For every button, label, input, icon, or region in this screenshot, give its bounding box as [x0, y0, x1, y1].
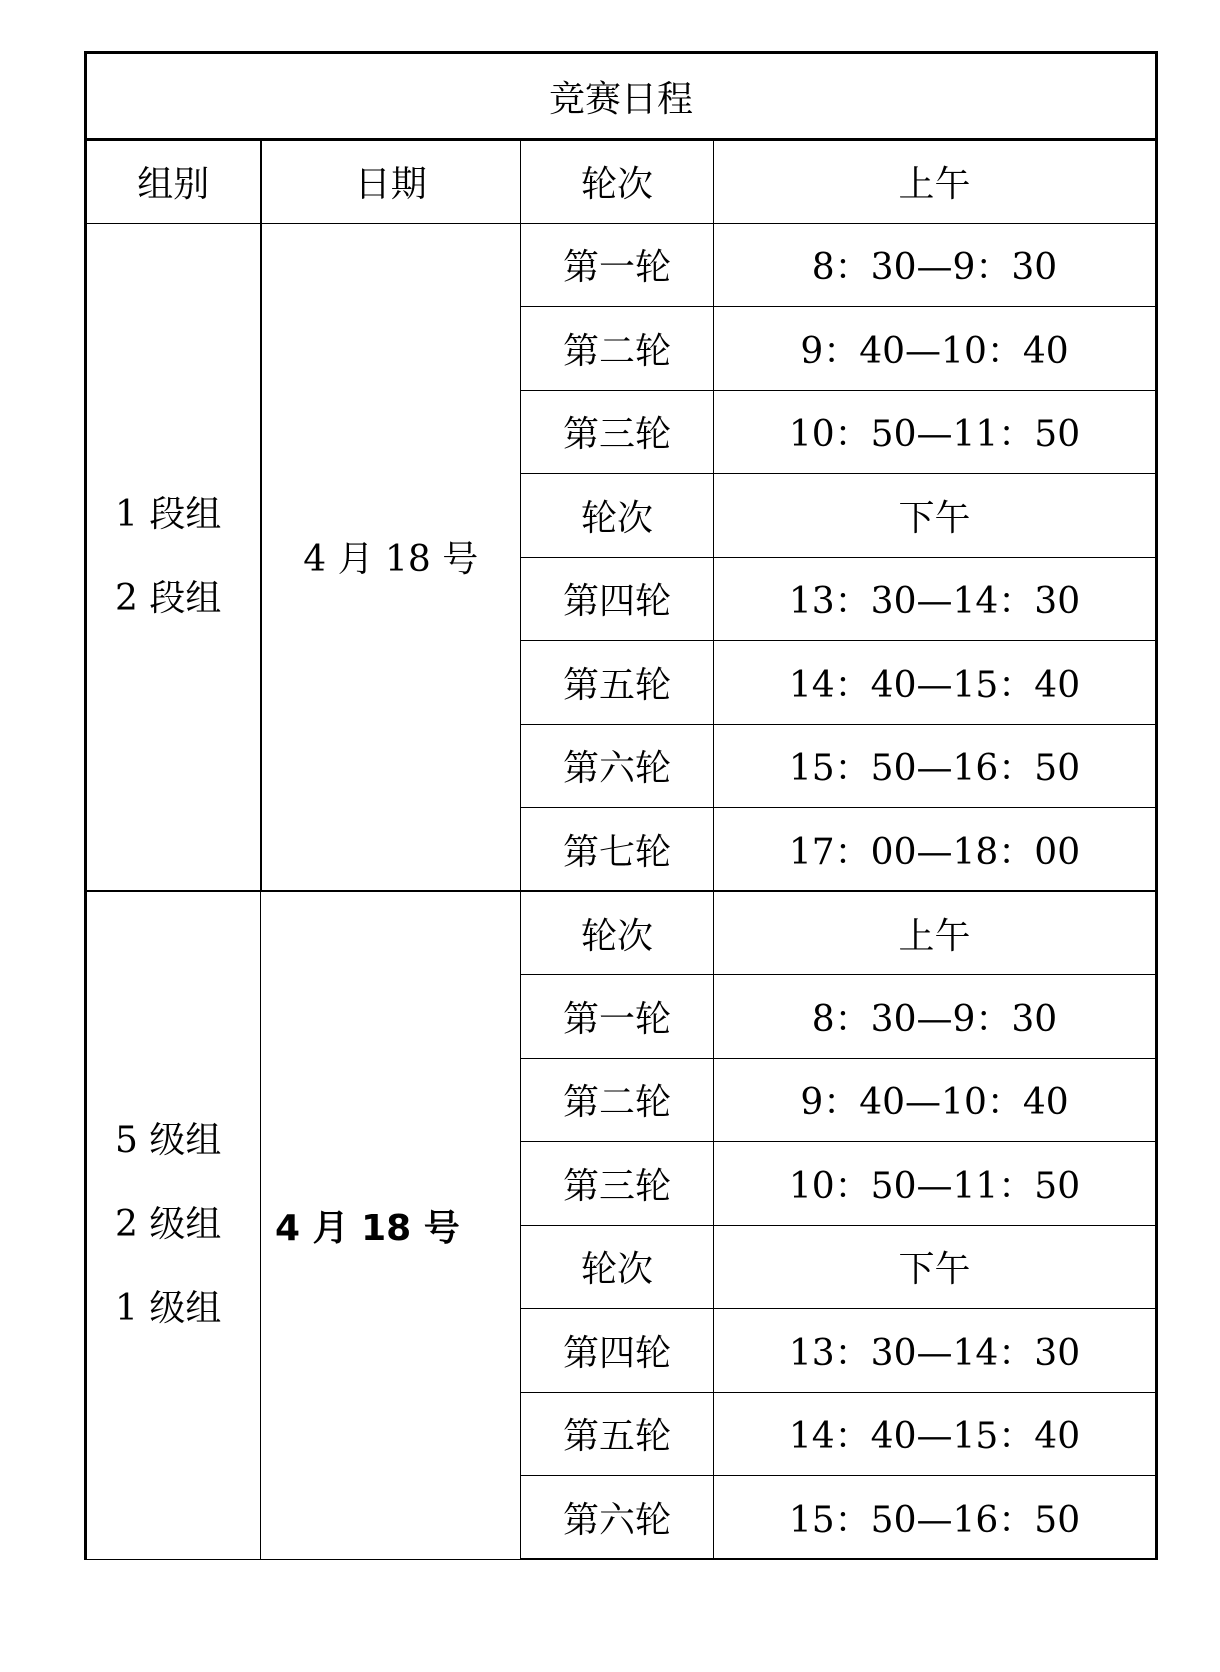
group-cell-section-1: [86, 223, 261, 891]
date-cell-section-2: 4 月 18 号: [261, 891, 521, 1559]
subheader-round: 轮次: [521, 891, 714, 975]
round-cell: 第五轮: [521, 641, 714, 725]
time-cell: 17：00—18：00: [714, 808, 1157, 892]
round-cell: 第三轮: [521, 390, 714, 474]
group-label: 1 级组: [115, 1288, 222, 1330]
time-cell: 13：30—14：30: [714, 557, 1157, 641]
group-label: 1 段组: [115, 493, 222, 535]
round-cell: 第二轮: [521, 1058, 714, 1142]
subheader-row: [86, 891, 1157, 975]
date-cell-section-1: 4 月 18 号: [261, 223, 521, 891]
round-cell: 第三轮: [521, 1142, 714, 1226]
table-title: 竞赛日程: [86, 53, 1157, 140]
time-cell: 10：50—11：50: [714, 1142, 1157, 1226]
header-round: 轮次: [521, 140, 714, 224]
time-cell: 8：30—9：30: [714, 223, 1157, 307]
round-cell: 第二轮: [521, 307, 714, 391]
time-cell: 13：30—14：30: [714, 1309, 1157, 1393]
time-cell: 9：40—10：40: [714, 1058, 1157, 1142]
subheader-afternoon: 下午: [714, 474, 1157, 558]
group-label: 2 级组: [115, 1204, 222, 1246]
round-cell: 第四轮: [521, 1309, 714, 1393]
time-cell: 9：40—10：40: [714, 307, 1157, 391]
header-date: 日期: [261, 140, 521, 224]
header-row: [86, 140, 1157, 224]
subheader-round: 轮次: [521, 474, 714, 558]
round-cell: 第六轮: [521, 724, 714, 808]
time-cell: 10：50—11：50: [714, 390, 1157, 474]
competition-schedule-table: [84, 51, 1158, 1560]
title-row: [86, 53, 1157, 140]
group-label: 2 段组: [115, 577, 222, 619]
subheader-afternoon: 下午: [714, 1225, 1157, 1309]
round-cell: 第四轮: [521, 557, 714, 641]
time-cell: 8：30—9：30: [714, 975, 1157, 1059]
time-cell: 15：50—16：50: [714, 724, 1157, 808]
round-cell: 第五轮: [521, 1392, 714, 1476]
subheader-round: 轮次: [521, 1225, 714, 1309]
header-morning: 上午: [714, 140, 1157, 224]
time-cell: 14：40—15：40: [714, 641, 1157, 725]
time-cell: 15：50—16：50: [714, 1476, 1157, 1560]
round-cell: 第一轮: [521, 223, 714, 307]
time-cell: 14：40—15：40: [714, 1392, 1157, 1476]
group-cell-section-2: [86, 891, 261, 1559]
group-label: 5 级组: [115, 1120, 222, 1162]
subheader-morning: 上午: [714, 891, 1157, 975]
table-row: [86, 223, 1157, 307]
header-group: 组别: [86, 140, 261, 224]
round-cell: 第六轮: [521, 1476, 714, 1560]
round-cell: 第七轮: [521, 808, 714, 892]
round-cell: 第一轮: [521, 975, 714, 1059]
